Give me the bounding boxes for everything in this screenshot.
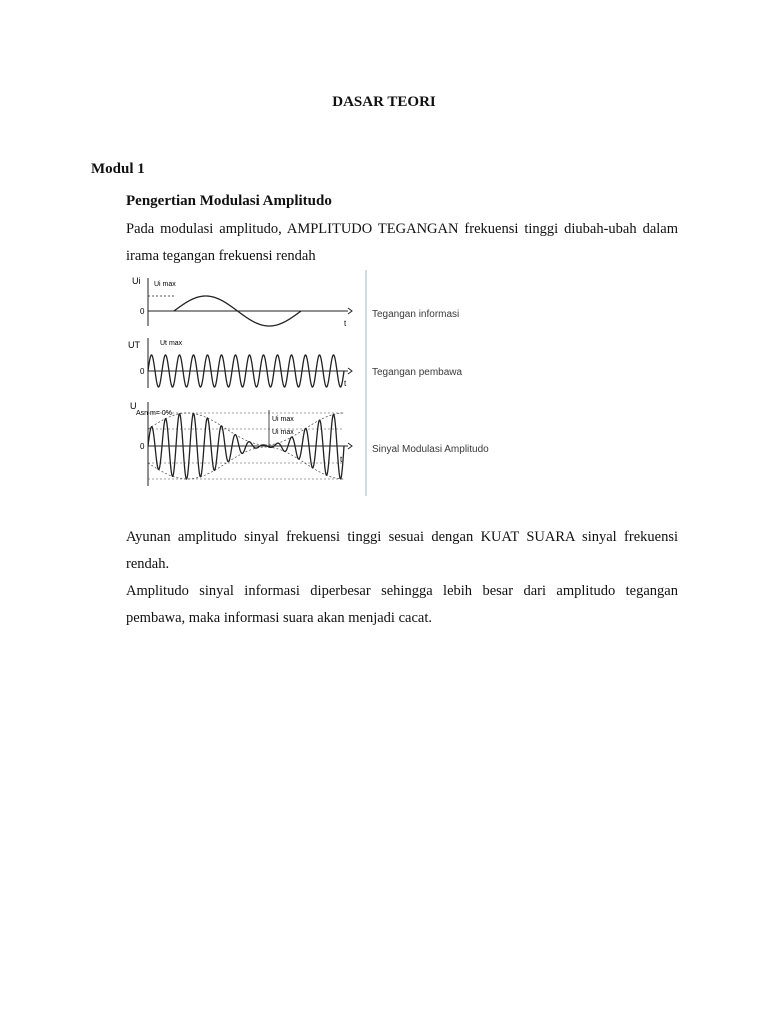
- panel-1-time-label: t: [344, 319, 347, 328]
- panel-3-y-label: U: [130, 401, 137, 411]
- panel-2-y-label: UT: [128, 340, 140, 350]
- paragraph-swing: Ayunan amplitudo sinyal frekuensi tinggi sesuai dengan KUAT SUARA sinyal frekuensi rendah.: [126, 529, 678, 572]
- panel-information-voltage: [132, 276, 459, 328]
- paragraph-overmodulation: Amplitudo sinyal informasi diperbesar sehingga lebih besar dari amplitudo tegangan pembawa, maka informasi suara akan menjadi cacat.: [126, 583, 678, 626]
- modulation-figure: [126, 270, 506, 496]
- panel-2-amplitude-label: Ut max: [160, 340, 183, 347]
- panel-am-signal: [130, 401, 489, 486]
- panel-1-caption: Tegangan informasi: [372, 309, 460, 320]
- document-title: DASAR TEORI: [332, 94, 436, 110]
- panel-1-y-label: Ui: [132, 276, 141, 286]
- panel-3-caption: Sinyal Modulasi Amplitudo: [372, 444, 489, 455]
- paragraph-intro: Pada modulasi amplitudo, AMPLITUDO TEGANGAN frekuensi tinggi diubah-ubah dalam irama tegangan frekuensi rendah: [126, 221, 678, 264]
- panel-2-zero-label: 0: [140, 367, 145, 376]
- panel-3-ut-max-label: Ui max: [272, 429, 294, 436]
- panel-3-zero-label: 0: [140, 442, 145, 451]
- panel-carrier-voltage: [128, 338, 463, 388]
- panel-3-ui-max-label: Ui max: [272, 416, 294, 423]
- panel-1-zero-label: 0: [140, 307, 145, 316]
- panel-2-caption: Tegangan pembawa: [372, 367, 463, 378]
- panel-3-annotation: Asn m= 0%: [136, 410, 172, 417]
- module-heading: Modul 1: [91, 161, 145, 177]
- section-heading: Pengertian Modulasi Amplitudo: [126, 193, 332, 209]
- panel-2-time-label: t: [344, 379, 347, 388]
- panel-3-time-label: t: [340, 455, 343, 464]
- panel-1-amplitude-label: Ui max: [154, 281, 176, 288]
